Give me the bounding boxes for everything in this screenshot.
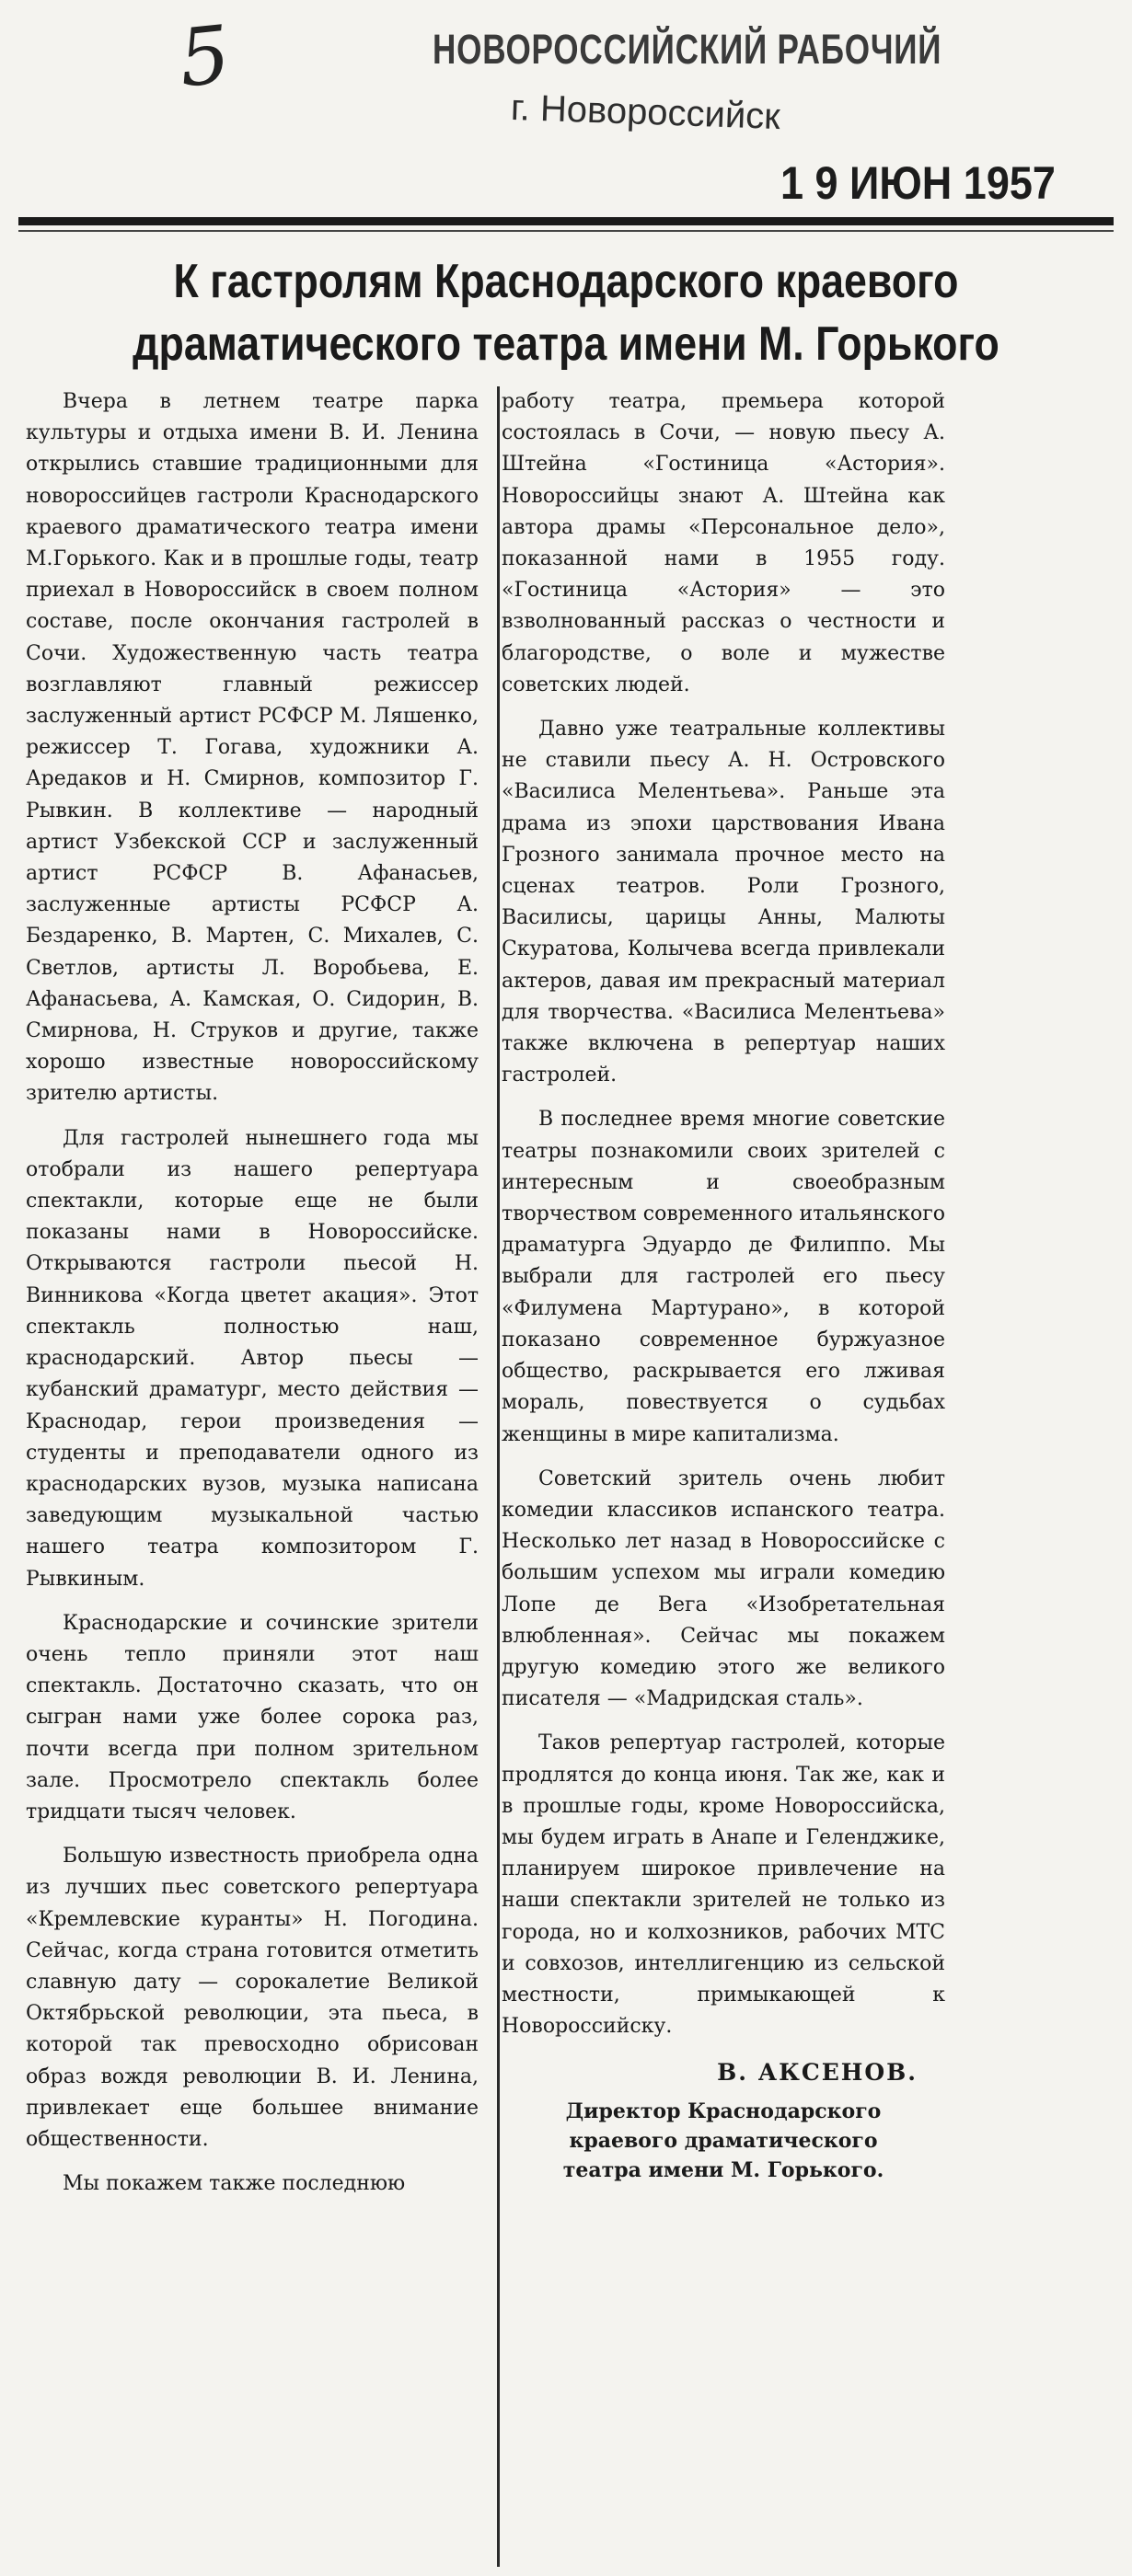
header-rule-thin [18, 230, 1114, 232]
author-title-line-3: театра имени М. Горького. [562, 2157, 884, 2182]
author-signature [502, 2057, 945, 2184]
author-name: В. АКСЕНОВ. [717, 2059, 918, 2087]
paragraph: работу театра, премьера которой состоялась в Сочи, — новую пьесу А. Штейна «Гостиница «Астория». Новороссийцы знают А. Штейна как автора драмы «Персональное дело», показанной нами в 1955 году. «Гостиница «Астория» — это взволнованный рассказ о честности и благородстве, о воле и мужестве советских людей. [502, 390, 945, 696]
handwritten-page-number: 5 [174, 8, 235, 106]
paragraph: Для гастролей нынешнего года мы отобрали из нашего репертуара спектакли, которые еще не были показаны нами в Новороссийске. Открываются гастроли пьесой Н. Винникова «Когда цветет акация». Этот спектакль полностью наш, краснодарский. Автор пьесы — кубанский драматург, место действия — Краснодар, герои произведения — студенты и преподаватели одного из краснодарских вузов, музыка написана заведующим музыкальной частью нашего театра композитором Г. Рывкиным. [26, 1126, 479, 1591]
paragraph: В последнее время многие советские театры познакомили своих зрителей с интересным и своеобразным творчеством современного итальянского драматурга Эдуардо де Филиппо. Мы выбрали для гастролей его пьесу «Филумена Мартурано», в которой показано современное буржуазное общество, раскрывается его лживая мораль, повествуется о судьбах женщины в мире капитализма. [502, 1108, 945, 1446]
newspaper-name-stamp: НОВОРОССИЙСКИЙ РАБОЧИЙ [433, 26, 942, 73]
article-headline [18, 250, 1114, 375]
article-column-right [502, 386, 945, 2185]
author-title-line-2: краевого драматического [569, 2128, 878, 2153]
paragraph: Давно уже театральные коллективы не ставили пьесу А. Н. Островского «Василиса Мелентьева». Раньше эта драма из эпохи царствования Ивана Грозного занимала прочное место на сценах театров. Роли Грозного, Василисы, царицы Анны, Малюты Скуратова, Колычева всегда привлекали актеров, давая им прекрасный материал для творчества. «Василиса Мелентьева» также включена в репертуар наших гастролей. [502, 718, 945, 1087]
paragraph: Большую известность приобрела одна из лучших пьес советского репертуара «Кремлевские куранты» Н. Погодина. Сейчас, когда страна готовится отметить славную дату — сорокалетие Великой Октябрьской революции, эта пьеса, в которой так превосходно обрисован образ вождя революции В. И. Ленина, привлекает еще большее внимание общественности. [26, 1845, 479, 2151]
paragraph: Советский зритель очень любит комедии классиков испанского театра. Несколько лет назад в Новороссийске с большим успехом мы играли комедию Лопе де Вега «Изобретательная влюбленная». Сейчас мы покажем другую комедию этого же великого писателя — «Мадридская сталь». [502, 1466, 945, 1711]
header-rule-heavy [18, 217, 1114, 225]
paragraph: Вчера в летнем театре парка культуры и отдыха имени В. И. Ленина открылись ставшие традиционными для новороссийцев гастроли Краснодарского краевого драматического театра имени М.Горького. Как и в прошлые годы, театр приехал в Новороссийск в своем полном составе, после окончания гастролей в Сочи. Художественную часть театра возглавляют главный режиссер заслуженный артист РСФСР М. Ляшенко, режиссер Т. Гогава, художники А. Аредаков и Н. Смирнов, композитор Г. Рывкин. В коллективе — народный артист Узбекской ССР и заслуженный артист РСФСР В. Афанасьев, заслуженные артисты РСФСР А. Бездаренко, В. Мартен, С. Михалев, С. Светлов, артисты Л. Воробьева, Е. Афанасьева, А. Камская, О. Сидорин, В. Смирнова, Н. Струков и другие, также хорошо известные новороссийскому зрителю артисты. [26, 390, 479, 1106]
paragraph: Таков репертуар гастролей, которые продлятся до конца июня. Так же, как и в прошлые годы, кроме Новороссийска, мы будем играть в Анапе и Геленджике, планируем широкое привлечение на наши спектакли зрителей не только из города, но и колхозников, рабочих МТС и совхозов, интеллигенцию из сельской местности, примыкающей к Новороссийску. [502, 1731, 945, 2039]
headline-line-2: драматического театра имени М. Горького [133, 317, 999, 371]
article-column-left [26, 386, 500, 2567]
author-title-line-1: Директор Краснодарского [565, 2099, 882, 2123]
paragraph: Краснодарские и сочинские зрители очень тепло приняли этот наш спектакль. Достаточно сказать, что он сыгран нами уже более сорока раз, почти всегда при полном зрительном зале. Просмотрело спектакль более тридцати тысяч человек. [26, 1611, 479, 1823]
headline-line-1: К гастролям Краснодарского краевого [173, 255, 959, 308]
date-stamp: 1 9 ИЮН 1957 [780, 157, 1056, 209]
paragraph: Мы покажем также последнюю [63, 2172, 406, 2196]
city-stamp: г. Новороссийск [510, 86, 781, 138]
